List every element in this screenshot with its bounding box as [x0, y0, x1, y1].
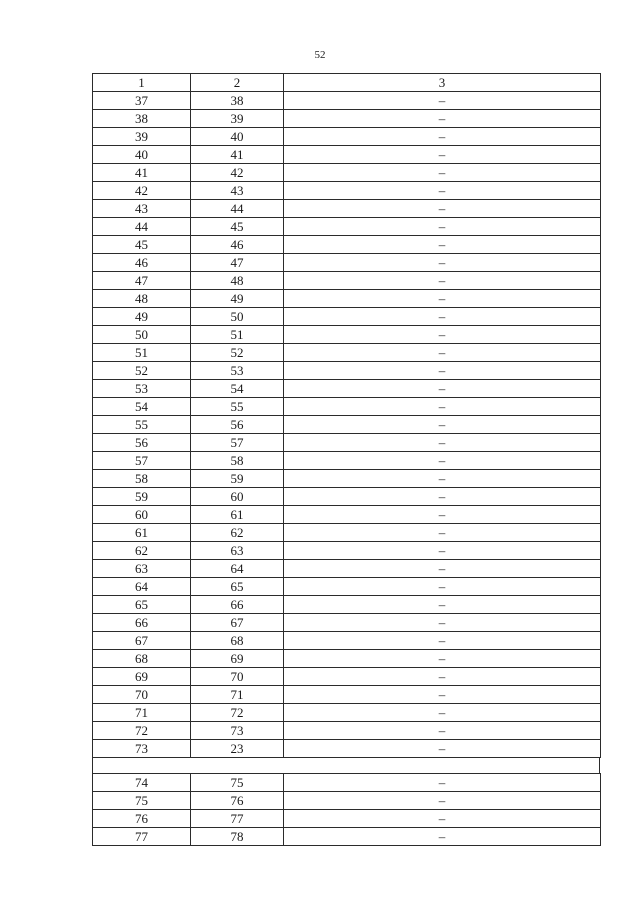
table-row — [93, 362, 601, 380]
table-cell-col3: – — [284, 792, 601, 810]
data-table — [92, 73, 601, 758]
table-cell-col2: 70 — [191, 668, 284, 686]
table-row — [93, 740, 601, 758]
table-cell-col3: – — [284, 722, 601, 740]
table-cell-col2: 44 — [191, 200, 284, 218]
table-row — [93, 774, 601, 792]
table-cell-col3: – — [284, 596, 601, 614]
table-cell-col3: – — [284, 218, 601, 236]
table-cell-col3: – — [284, 578, 601, 596]
table-cell-col3: – — [284, 272, 601, 290]
table-cell-col1: 69 — [93, 668, 191, 686]
table-row — [93, 668, 601, 686]
table-row — [93, 488, 601, 506]
table-cell-col3: – — [284, 326, 601, 344]
table-cell-col1: 77 — [93, 828, 191, 846]
table-row — [93, 560, 601, 578]
column-header-1: 1 — [93, 74, 191, 92]
table-row — [93, 722, 601, 740]
table-row — [93, 398, 601, 416]
table-cell-col2: 45 — [191, 218, 284, 236]
table-cell-col2: 46 — [191, 236, 284, 254]
column-header-2: 2 — [191, 74, 284, 92]
table-cell-col1: 56 — [93, 434, 191, 452]
table-cell-col1: 74 — [93, 774, 191, 792]
table-cell-col1: 44 — [93, 218, 191, 236]
table-cell-col1: 55 — [93, 416, 191, 434]
table-cell-col3: – — [284, 146, 601, 164]
table-cell-col3: – — [284, 164, 601, 182]
table-cell-col2: 59 — [191, 470, 284, 488]
table-cell-col1: 53 — [93, 380, 191, 398]
table-cell-col3: – — [284, 110, 601, 128]
table-cell-col3: – — [284, 92, 601, 110]
table-cell-col1: 75 — [93, 792, 191, 810]
table-cell-col3: – — [284, 362, 601, 380]
table-row — [93, 128, 601, 146]
data-table-continued — [92, 773, 601, 846]
table-cell-col2: 60 — [191, 488, 284, 506]
table-row — [93, 110, 601, 128]
table-cell-col2: 38 — [191, 92, 284, 110]
table-cell-col3: – — [284, 704, 601, 722]
table-cell-col2: 53 — [191, 362, 284, 380]
table-cell-col1: 59 — [93, 488, 191, 506]
table-cell-col3: – — [284, 308, 601, 326]
table-cell-col1: 73 — [93, 740, 191, 758]
table-cell-col3: – — [284, 560, 601, 578]
table-cell-col3: – — [284, 470, 601, 488]
table-row — [93, 810, 601, 828]
table-cell-col1: 39 — [93, 128, 191, 146]
table-cell-col2: 23 — [191, 740, 284, 758]
table-row — [93, 452, 601, 470]
table-cell-col2: 78 — [191, 828, 284, 846]
table-row — [93, 218, 601, 236]
table-cell-col2: 55 — [191, 398, 284, 416]
table-cell-col1: 42 — [93, 182, 191, 200]
table-cell-col2: 39 — [191, 110, 284, 128]
table-cell-col1: 62 — [93, 542, 191, 560]
table-cell-col3: – — [284, 398, 601, 416]
table-cell-col3: – — [284, 740, 601, 758]
table-cell-col1: 41 — [93, 164, 191, 182]
table-cell-col2: 64 — [191, 560, 284, 578]
table-cell-col3: – — [284, 380, 601, 398]
table-cell-col3: – — [284, 524, 601, 542]
table-row — [93, 146, 601, 164]
table-cell-col1: 70 — [93, 686, 191, 704]
table-row — [93, 92, 601, 110]
table-cell-col2: 40 — [191, 128, 284, 146]
table-row — [93, 326, 601, 344]
table-cell-col2: 48 — [191, 272, 284, 290]
table-cell-col2: 57 — [191, 434, 284, 452]
table-row — [93, 308, 601, 326]
table-cell-col1: 40 — [93, 146, 191, 164]
table-cell-col3: – — [284, 416, 601, 434]
table-cell-col2: 75 — [191, 774, 284, 792]
table-row — [93, 614, 601, 632]
table-cell-col3: – — [284, 632, 601, 650]
table-cell-col3: – — [284, 200, 601, 218]
table-row — [93, 272, 601, 290]
table-row — [93, 164, 601, 182]
table-cell-col1: 61 — [93, 524, 191, 542]
table-cell-col3: – — [284, 434, 601, 452]
table-cell-col2: 71 — [191, 686, 284, 704]
table-cell-col2: 68 — [191, 632, 284, 650]
table-cell-col2: 62 — [191, 524, 284, 542]
table-row — [93, 704, 601, 722]
table-cell-col2: 56 — [191, 416, 284, 434]
table-cell-col2: 76 — [191, 792, 284, 810]
table-cell-col3: – — [284, 810, 601, 828]
table-row — [93, 542, 601, 560]
table-cell-col3: – — [284, 774, 601, 792]
table-cell-col3: – — [284, 344, 601, 362]
table-cell-col3: – — [284, 290, 601, 308]
table-cell-col1: 60 — [93, 506, 191, 524]
table-cell-col3: – — [284, 828, 601, 846]
table-cell-col1: 47 — [93, 272, 191, 290]
table-row — [93, 416, 601, 434]
table-cell-col3: – — [284, 506, 601, 524]
table-cell-col2: 67 — [191, 614, 284, 632]
table-cell-col1: 37 — [93, 92, 191, 110]
table-cell-col2: 43 — [191, 182, 284, 200]
table-cell-col1: 48 — [93, 290, 191, 308]
table-row — [93, 236, 601, 254]
table-cell-col2: 41 — [191, 146, 284, 164]
table-cell-col1: 57 — [93, 452, 191, 470]
table-cell-col1: 51 — [93, 344, 191, 362]
table-cell-col2: 65 — [191, 578, 284, 596]
table-cell-col2: 73 — [191, 722, 284, 740]
table-row — [93, 506, 601, 524]
table-row — [93, 650, 601, 668]
table-row — [93, 182, 601, 200]
table-cell-col3: – — [284, 236, 601, 254]
table-row — [93, 290, 601, 308]
table-row — [93, 792, 601, 810]
table-row — [93, 828, 601, 846]
table-cell-col1: 52 — [93, 362, 191, 380]
table-cell-col3: – — [284, 182, 601, 200]
table-cell-col1: 67 — [93, 632, 191, 650]
table-cell-col2: 49 — [191, 290, 284, 308]
table-cell-col2: 47 — [191, 254, 284, 272]
table-cell-col1: 65 — [93, 596, 191, 614]
table-cell-col2: 77 — [191, 810, 284, 828]
table-cell-col2: 66 — [191, 596, 284, 614]
table-row — [93, 344, 601, 362]
table-cell-col1: 43 — [93, 200, 191, 218]
table-row — [93, 200, 601, 218]
column-header-3: 3 — [284, 74, 601, 92]
table-row — [93, 632, 601, 650]
table-cell-col2: 51 — [191, 326, 284, 344]
table-row — [93, 380, 601, 398]
table-cell-col2: 42 — [191, 164, 284, 182]
table-cell-col1: 66 — [93, 614, 191, 632]
table-row — [93, 254, 601, 272]
table-cell-col1: 64 — [93, 578, 191, 596]
table-row — [93, 524, 601, 542]
table-gap-row — [92, 758, 600, 773]
table-cell-col1: 72 — [93, 722, 191, 740]
table-row — [93, 578, 601, 596]
table-cell-col1: 68 — [93, 650, 191, 668]
table-cell-col3: – — [284, 488, 601, 506]
table-cell-col2: 72 — [191, 704, 284, 722]
table-cell-col1: 63 — [93, 560, 191, 578]
table-cell-col2: 61 — [191, 506, 284, 524]
table-row — [93, 596, 601, 614]
table-cell-col3: – — [284, 668, 601, 686]
table-cell-col3: – — [284, 650, 601, 668]
page-number: 52 — [314, 49, 326, 61]
table-cell-col1: 45 — [93, 236, 191, 254]
table-cell-col1: 49 — [93, 308, 191, 326]
table-cell-col2: 69 — [191, 650, 284, 668]
table-cell-col1: 46 — [93, 254, 191, 272]
table-row — [93, 470, 601, 488]
table-cell-col3: – — [284, 452, 601, 470]
table-cell-col2: 58 — [191, 452, 284, 470]
table-cell-col1: 38 — [93, 110, 191, 128]
table-cell-col2: 63 — [191, 542, 284, 560]
table-cell-col2: 54 — [191, 380, 284, 398]
table-cell-col1: 76 — [93, 810, 191, 828]
table-cell-col1: 50 — [93, 326, 191, 344]
table-cell-col2: 50 — [191, 308, 284, 326]
table-cell-col3: – — [284, 128, 601, 146]
table-cell-col3: – — [284, 254, 601, 272]
table-cell-col2: 52 — [191, 344, 284, 362]
table-cell-col1: 58 — [93, 470, 191, 488]
table-row — [93, 686, 601, 704]
table-cell-col3: – — [284, 686, 601, 704]
table-cell-col3: – — [284, 542, 601, 560]
table-cell-col3: – — [284, 614, 601, 632]
table-header-row — [93, 74, 601, 92]
table-row — [93, 434, 601, 452]
table-cell-col1: 54 — [93, 398, 191, 416]
table-cell-col1: 71 — [93, 704, 191, 722]
